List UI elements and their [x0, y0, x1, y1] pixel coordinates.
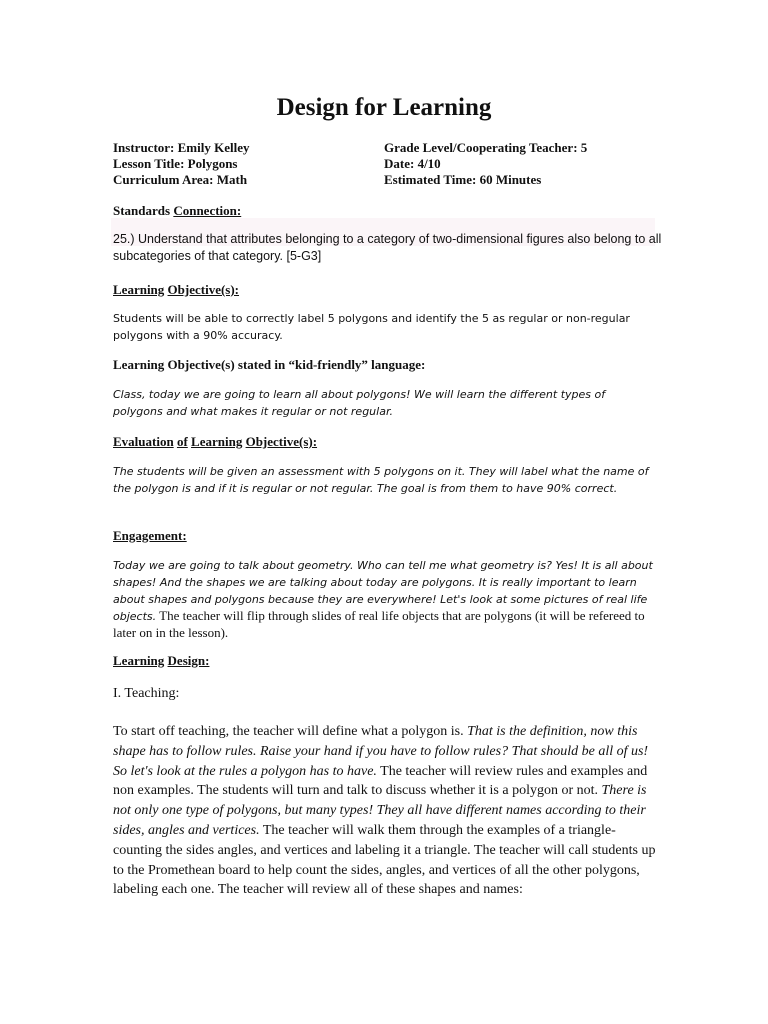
teaching-text-4: There is not only one type of polygons, but many types! They all have different names according to their sides, angles and vertices. [113, 783, 647, 838]
estimated-time-line: Estimated Time: 60 Minutes [384, 172, 542, 187]
kid-friendly-heading: Learning Objective(s) stated in “kid-friendly” language: [113, 357, 426, 372]
teaching-text-2: That is the definition, now this shape has to follow rules. Raise your hand if you have to follow rules? That should be all of us! So let's look at the rules a polygon has to have. [113, 724, 649, 779]
teaching-text-1: To start off teaching, the teacher will define what a polygon is. [113, 724, 468, 739]
instructor-line: Instructor: Emily Kelley [113, 140, 250, 155]
teaching-paragraph [113, 722, 658, 900]
objectives-heading-word-1: Learning [113, 282, 165, 297]
evaluation-text: The students will be given an assessment with 5 polygons on it. They will label what the name of the polygon is and if it is regular or not regular. The goal is from them to have 90% correct. [113, 465, 649, 495]
teaching-label: I. Teaching: [113, 686, 180, 701]
learning-design-heading-word-1: Learning [113, 653, 165, 668]
evaluation-heading-word-4: Objective(s): [245, 434, 318, 449]
lesson-title-line: Lesson Title: Polygons [113, 156, 238, 171]
engagement-italic-text: Today we are going to talk about geometry. Who can tell me what geometry is? Yes! It is all about shapes! And the shapes we are talking about today are polygons. It is really important to learn about shapes and polygons because they are everywhere! Let's look at some pictures of real life objects. [113, 559, 653, 623]
evaluation-heading-word-1: Evaluation [113, 434, 174, 449]
evaluation-heading-word-2: of [176, 434, 188, 449]
teaching-text-5: The teacher will walk them through the examples of a triangle- counting the sides angles, and vertices and labeling it a triangle. The teacher will call students up to the Promethean board to help count the sides, angles, and vertices of all the other polygons, labeling each one. The teacher will review all of these shapes and names: [113, 822, 656, 898]
engagement-heading: Engagement: [113, 528, 187, 543]
objectives-text: Students will be able to correctly label 5 polygons and identify the 5 as regular or non-regular polygons with a 90% accuracy. [113, 312, 630, 342]
objectives-heading-word-2: Objective(s): [167, 282, 240, 297]
teaching-text-3: The teacher will review rules and examples and non examples. The students will turn and talk to discuss whether it is a polygon or not. [113, 763, 648, 799]
engagement-normal-text: The teacher will flip through slides of real life objects that are polygons (it will be refereed to later on in the lesson). [113, 608, 645, 640]
document-title: Design for Learning [276, 94, 492, 121]
connection-heading-word: Connection: [173, 203, 242, 218]
evaluation-heading-word-3: Learning [191, 434, 243, 449]
learning-design-heading-word-2: Design: [167, 653, 210, 668]
engagement-text [113, 557, 658, 641]
date-line: Date: 4/10 [384, 156, 441, 171]
header-right [384, 140, 587, 188]
header-left [113, 140, 249, 188]
objectives-heading [113, 282, 239, 298]
evaluation-heading [113, 434, 317, 450]
standards-heading [113, 203, 241, 219]
standards-text: 25.) Understand that attributes belonging to a category of two-dimensional figures also belong to all subcategories of that category. [5-G3] [113, 232, 662, 263]
kid-friendly-text: Class, today we are going to learn all about polygons! We will learn the different types of polygons and what makes it regular or not regular. [113, 388, 606, 418]
grade-level-line: Grade Level/Cooperating Teacher: 5 [384, 140, 588, 155]
standards-heading-word: Standards [113, 203, 171, 218]
learning-design-heading [113, 653, 209, 669]
curriculum-area-line: Curriculum Area: Math [113, 172, 248, 187]
